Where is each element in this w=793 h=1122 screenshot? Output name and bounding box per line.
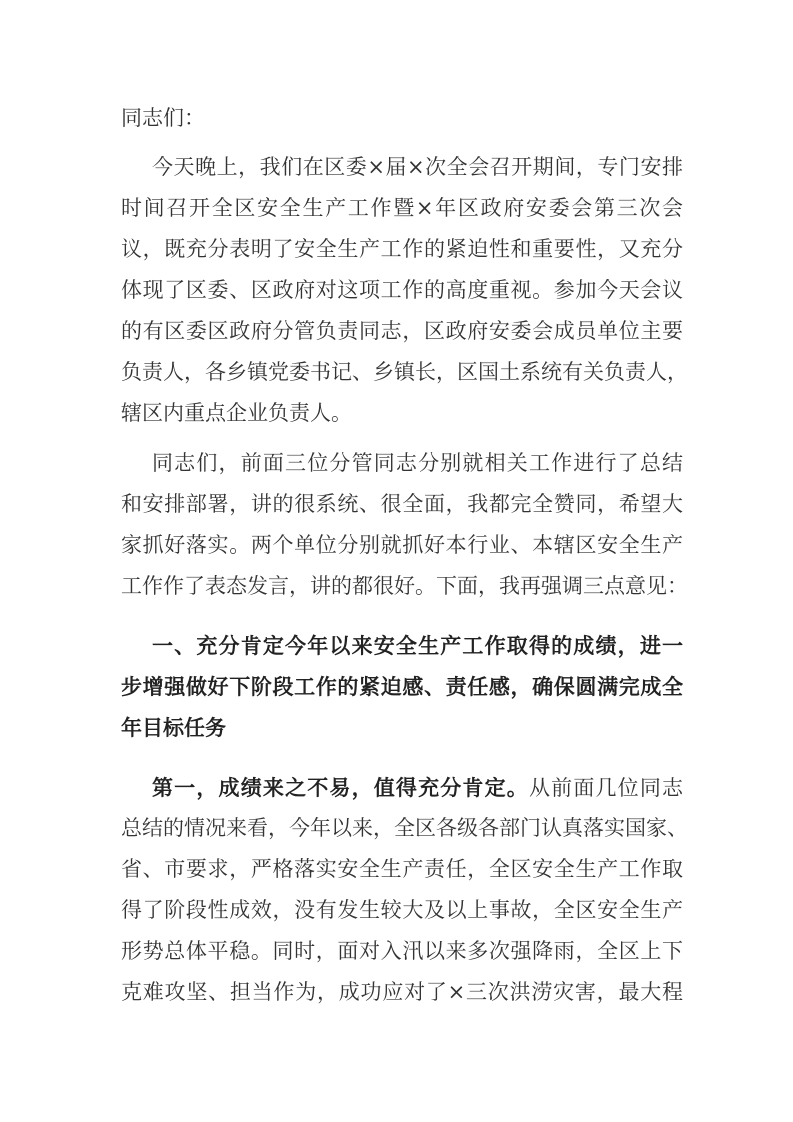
text-line: 得了阶段性成效，没有发生较大及以上事故，全区安全生产 bbox=[121, 898, 683, 922]
text-line: 议，既充分表明了安全生产工作的紧迫性和重要性，又充分 bbox=[121, 237, 683, 261]
text-line: 辖区内重点企业负责人。 bbox=[121, 401, 352, 425]
lead-rest: 从前面几位同志 bbox=[528, 776, 684, 800]
text-line: 克难攻坚、担当作为，成功应对了×三次洪涝灾害，最大程 bbox=[121, 980, 683, 1004]
text-line: 的有区委区政府分管负责同志，区政府安委会成员单位主要 bbox=[121, 319, 683, 343]
section-heading-1 bbox=[121, 625, 683, 748]
text-line: 体现了区委、区政府对这项工作的高度重视。参加今天会议 bbox=[121, 278, 683, 302]
text-line: 时间召开全区安全生产工作暨×年区政府安委会第三次会 bbox=[121, 196, 683, 220]
text-line: 省、市要求，严格落实安全生产责任，全区安全生产工作取 bbox=[121, 857, 683, 881]
salutation-block bbox=[121, 98, 683, 139]
paragraph-opening bbox=[121, 147, 688, 434]
text-line: 形势总体平稳。同时，面对入汛以来多次强降雨，全区上下 bbox=[121, 939, 683, 963]
text-line: 今天晚上，我们在区委×届×次全会召开期间，专门安排 bbox=[152, 155, 683, 179]
lead-sentence: 第一，成绩来之不易，值得充分肯定。 bbox=[152, 775, 529, 800]
text-line bbox=[121, 767, 683, 808]
salutation: 同志们： bbox=[121, 106, 205, 130]
text-line: 家抓好落实。两个单位分别就抓好本行业、本辖区安全生产 bbox=[121, 533, 683, 557]
text-line: 负责人，各乡镇党委书记、乡镇长，区国土系统有关负责人， bbox=[121, 360, 688, 384]
paragraph-first-point bbox=[121, 767, 688, 1013]
text-line: 同志们，前面三位分管同志分别就相关工作进行了总结 bbox=[152, 451, 683, 475]
heading-line: 步增强做好下阶段工作的紧迫感、责任感，确保圆满完成全 bbox=[121, 674, 683, 699]
text-line: 和安排部署，讲的很系统、很全面，我都完全赞同，希望大 bbox=[121, 492, 683, 516]
text-line: 总结的情况来看，今年以来，全区各级各部门认真落实国家、 bbox=[121, 816, 688, 840]
heading-line: 年目标任务 bbox=[121, 715, 226, 740]
paragraph-summary bbox=[121, 443, 688, 607]
text-line: 工作作了表态发言，讲的都很好。下面，我再强调三点意见： bbox=[121, 574, 688, 598]
heading-line: 一、充分肯定今年以来安全生产工作取得的成绩，进一 bbox=[152, 633, 683, 658]
